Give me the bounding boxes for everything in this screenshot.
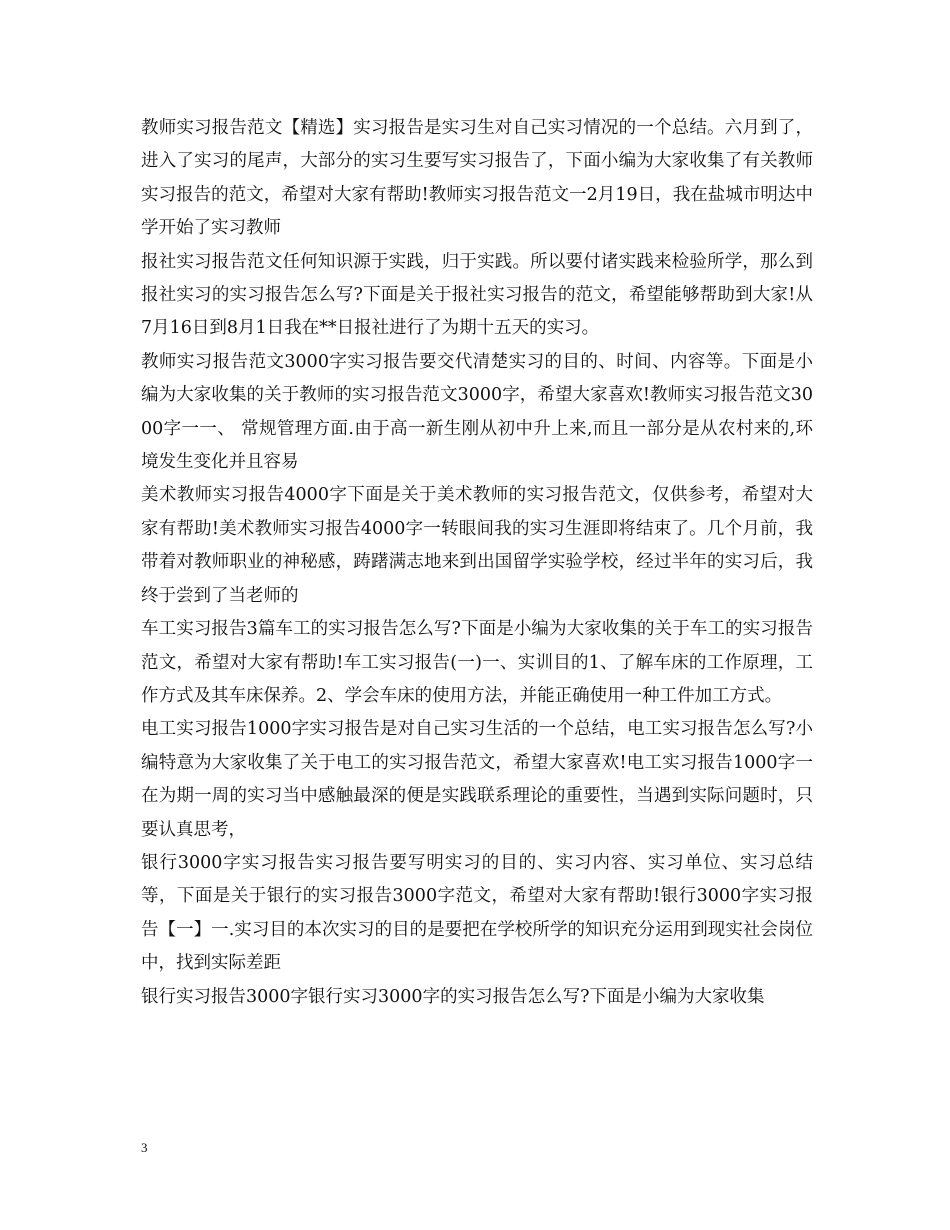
page-number: 3 <box>141 1140 148 1155</box>
paragraph-newspaper-internship-report: 报社实习报告范文任何知识源于实践，归于实践。所以要付诸实践来检验所学，那么到报社实习的实习报告怎么写?下面是关于报社实习报告的范文，希望能够帮助到大家!从7月16日到8月1日我在**日报社进行了为期十五天的实习。 <box>141 251 813 339</box>
paragraph-teacher-report-3000: 教师实习报告范文3000字实习报告要交代清楚实习的目的、时间、内容等。下面是小编为大家收集的关于教师的实习报告范文3000字，希望大家喜欢!教师实习报告范文3000字一一、 常规管理方面.由于高一新生刚从初中升上来,而且一部分是从农村来的,环境发生变化并且容易 <box>141 351 813 473</box>
paragraph-art-teacher-report-4000: 美术教师实习报告4000字下面是关于美术教师的实习报告范文，仅供参考，希望对大家有帮助!美术教师实习报告4000字一转眼间我的实习生涯即将结束了。几个月前，我带着对教师职业的神秘感，踌躇满志地来到出国留学实验学校，经过半年的实习后，我终于尝到了当老师的 <box>141 485 813 606</box>
document-body <box>141 112 813 1014</box>
paragraph-lathe-worker-report: 车工实习报告3篇车工的实习报告怎么写?下面是小编为大家收集的关于车工的实习报告范文，希望对大家有帮助!车工实习报告(一)一、实训目的1、了解车床的工作原理，工作方式及其车床保养。2、学会车床的使用方法，并能正确使用一种工件加工方式。 <box>141 619 813 706</box>
paragraph-teacher-internship-report: 教师实习报告范文【精选】实习报告是实习生对自己实习情况的一个总结。六月到了，进入了实习的尾声，大部分的实习生要写实习报告了，下面小编为大家收集了有关教师实习报告的范文，希望对大家有帮助!教师实习报告范文一2月19日，我在盐城市明达中学开始了实习教师 <box>141 118 813 239</box>
paragraph-bank-internship-report-3000: 银行实习报告3000字银行实习3000字的实习报告怎么写?下面是小编为大家收集 <box>141 986 765 1007</box>
paragraph-bank-report-3000: 银行3000字实习报告实习报告要写明实习的目的、实习内容、实习单位、实习总结等，下面是关于银行的实习报告3000字范文，希望对大家有帮助!银行3000字实习报告【一】一.实习目的本次实习的目的是要把在学校所学的知识充分运用到现实社会岗位中，找到实际差距 <box>141 852 813 974</box>
paragraph-electrician-report-1000: 电工实习报告1000字实习报告是对自己实习生活的一个总结，电工实习报告怎么写?小编特意为大家收集了关于电工的实习报告范文，希望大家喜欢!电工实习报告1000字一在为期一周的实习当中感触最深的便是实践联系理论的重要性，当遇到实际问题时，只要认真思考， <box>141 719 813 840</box>
